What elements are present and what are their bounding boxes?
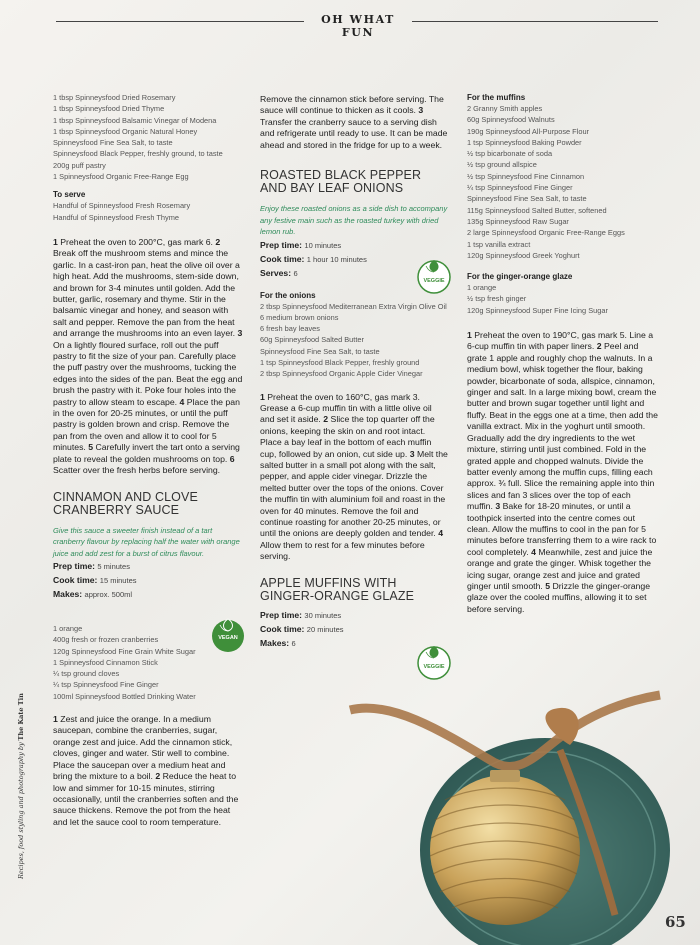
- mushroom-ingredients: [53, 92, 243, 182]
- ingredient-line: 1 tsp Spinneysfood Baking Powder: [467, 137, 582, 147]
- ingredient-line: ½ tsp bicarbonate of soda: [467, 149, 553, 159]
- step-number: 1: [53, 236, 58, 247]
- muffins-subheading: For the muffins: [467, 93, 526, 102]
- cranberry-method: [53, 714, 243, 828]
- ingredient-line: 60g Spinneysfood Walnuts: [467, 115, 555, 125]
- ingredient-line: 1 orange: [53, 624, 83, 633]
- ingredient-line: ½ tsp fresh ginger: [467, 294, 527, 304]
- ingredient-line: 120g Spinneysfood Greek Yoghurt: [467, 250, 580, 260]
- bauble-photo: [330, 690, 690, 945]
- ingredient-line: ½ tsp Spinneysfood Fine Cinnamon: [467, 171, 585, 181]
- ingredient-line: 120g Spinneysfood Fine Grain White Sugar: [53, 646, 196, 656]
- leaf-icon: [416, 642, 452, 680]
- veggie-label: VEGGIE: [423, 278, 445, 284]
- step-number: 3: [409, 448, 415, 459]
- ingredient-line: 190g Spinneysfood All-Purpose Flour: [467, 126, 590, 136]
- mushroom-method: [53, 237, 243, 477]
- onions-ingredients: [260, 301, 448, 380]
- step-number: 3: [237, 328, 243, 339]
- ingredient-line: 6 fresh bay leaves: [260, 324, 320, 334]
- ingredient-line: Spinneysfood Fine Sea Salt, to taste: [260, 346, 380, 356]
- ingredient-line: Spinneysfood Fine Sea Salt, to taste: [53, 138, 173, 148]
- muffins-prep: Prep time: 30 minutes: [260, 609, 342, 620]
- gold-bauble: [430, 775, 580, 925]
- ingredient-line: 200g puff pastry: [53, 160, 106, 170]
- step-number: 4: [438, 528, 444, 539]
- veggie-label: VEGGIE: [423, 664, 445, 670]
- step-text: Transfer the cranberry sauce to a serving dish and refrigerate until ready to use. It can be made ahead and stored in the fridge for up to a week.: [260, 116, 448, 150]
- step-text: Drizzle the ginger-orange glaze over the cooled muffins, allowing it to set before serving.: [467, 580, 651, 614]
- step-number: 2: [155, 771, 161, 782]
- step-text: Reduce the heat to low and simmer for 10-15 minutes, stirring occasionally, until the cranberries soften and the sauce thickens. Remove the pot from the heat and let the sauce cool to room temperature.: [53, 771, 239, 827]
- veggie-badge-onions: [416, 256, 452, 294]
- step-text: Preheat the oven to 200°C, gas mark 6.: [57, 236, 216, 247]
- ingredient-line: Handful of Spinneysfood Fresh Thyme: [53, 212, 179, 222]
- onions-subheading: For the onions: [260, 290, 316, 300]
- cranberry-makes: Makes: approx. 500ml: [53, 589, 133, 599]
- step-number: 5: [88, 442, 94, 453]
- step-text: Place the pan in the oven for 20-25 minutes, or until the puff pastry is golden brown and crisp. Remove the pan from the oven and allow it to cool for 5 minutes.: [53, 396, 240, 453]
- muffins-method: [467, 330, 659, 615]
- cranberry-title: CINNAMON AND CLOVE CRANBERRY SAUCE: [53, 489, 198, 517]
- muffins-makes: Makes: 6: [260, 637, 296, 648]
- onions-title: ROASTED BLACK PEPPER AND BAY LEAF ONIONS: [260, 168, 422, 196]
- step-text: Remove the cinnamon stick before serving. The sauce will continue to thicken as it cools.: [260, 94, 444, 116]
- photo-credit: Recipes, food styling and photography by The Kate Tin: [17, 693, 25, 879]
- ingredient-line: Spinneysfood Black Pepper, freshly ground, to taste: [53, 149, 223, 159]
- serve-subheading: To serve: [53, 190, 86, 200]
- header-rule-right: [412, 21, 658, 22]
- muffins-title: APPLE MUFFINS WITH GINGER-ORANGE GLAZE: [260, 575, 415, 603]
- ingredient-line: 60g Spinneysfood Salted Butter: [260, 335, 364, 345]
- column-3: [467, 92, 659, 615]
- step-number: 5: [545, 580, 551, 591]
- serve-ingredients: [53, 200, 243, 223]
- ingredient-line: 1 tsp vanilla extract: [467, 239, 531, 249]
- step-number: 1: [53, 714, 58, 725]
- column-2: [260, 94, 448, 650]
- onions-prep: Prep time: 10 minutes: [260, 239, 342, 250]
- step-text: Preheat the oven to 160°C, gas mark 3. Grease a 6-cup muffin tin with a little olive oil and set it aside.: [260, 391, 432, 425]
- step-text: Bake for 18-20 minutes, or until a toothpick inserted into the centre comes out clean. Allow the muffins to cool in the pan for 5 minutes before transferring them to a wire rack to cool completely.: [467, 501, 657, 557]
- step-number: 1: [260, 391, 265, 402]
- step-number: 2: [596, 341, 602, 352]
- step-number: 2: [215, 236, 221, 247]
- step-text: Carefully invert the tart onto a serving plate to reveal the golden mushrooms on top.: [53, 442, 240, 464]
- step-text: Break off the mushroom stems and mince the garlic. In a cast-iron pan, heat the olive oil over a high heat. Add the mushrooms, stem-side down, and brown for 3-4 minutes until golden. Add the butter, garlic, rosemary and thyme. Stir in the balsamic vinegar and honey, and season with salt and pepper. Remove the pan from the heat and arrange the mushrooms into an even layer.: [53, 248, 240, 339]
- step-number: 2: [323, 414, 329, 425]
- ingredient-line: 2 tbsp Spinneysfood Mediterranean Extra Virgin Olive Oil: [260, 301, 447, 311]
- step-text: Slice the top quarter off the onions, keeping the skin on and root intact. Place a bay leaf in the bottom of each muffin cup, followed by an onion, cut side up.: [260, 414, 435, 459]
- ingredient-line: 1 tbsp Spinneysfood Dried Thyme: [53, 104, 165, 114]
- step-text: Scatter over the fresh herbs before serving.: [53, 465, 221, 476]
- page-number: 65: [665, 913, 686, 931]
- step-number: 3: [418, 105, 424, 116]
- muffins-ingredients: [467, 103, 659, 261]
- magazine-section-title: OH WHAT FUN: [321, 13, 395, 39]
- step-number: 1: [467, 330, 472, 341]
- ingredient-line: 1 tbsp Spinneysfood Balsamic Vinegar of Modena: [53, 115, 217, 125]
- ingredient-line: 115g Spinneysfood Salted Butter, softened: [467, 205, 607, 215]
- page-header: [0, 13, 700, 39]
- step-number: 4: [179, 396, 185, 407]
- column-1: [53, 92, 243, 828]
- step-text: Allow them to rest for a few minutes before serving.: [260, 539, 425, 562]
- glaze-ingredients: [467, 282, 659, 316]
- ingredient-line: 2 tbsp Spinneysfood Organic Apple Cider Vinegar: [260, 369, 423, 379]
- header-rule-left: [56, 21, 304, 22]
- onions-serves: Serves: 6: [260, 267, 298, 278]
- ingredient-line: 1 tbsp Spinneysfood Organic Natural Honey: [53, 126, 198, 136]
- muffins-cook: Cook time: 20 minutes: [260, 623, 344, 634]
- onions-method: [260, 392, 448, 563]
- ingredient-line: 2 large Spinneysfood Organic Free-Range Eggs: [467, 228, 625, 238]
- ingredient-line: ¼ tsp ground cloves: [53, 669, 120, 679]
- ingredient-line: 400g fresh or frozen cranberries: [53, 635, 159, 645]
- ingredient-line: 135g Spinneysfood Raw Sugar: [467, 216, 569, 226]
- step-text: Melt the salted butter in a small pot along with the salt, pepper, and apple cider vinegar. Drizzle the melted butter over the tops of the onions. Cover the muffin tin with aluminium foil and roast in the oven for 40 minutes. Remove the foil and continue roasting for another 20-25 minutes, or until the onions are deeply golden and tender.: [260, 448, 448, 539]
- ingredient-line: ¼ tsp Spinneysfood Fine Ginger: [53, 680, 159, 690]
- onions-intro: Enjoy these roasted onions as a side dish to accompany any festive main such as the roasted turkey with dried lemon rub.: [260, 204, 448, 237]
- ingredient-line: 1 Spinneysfood Organic Free-Range Egg: [53, 172, 189, 182]
- vegan-label: VEGAN: [218, 635, 238, 641]
- ingredient-line: 100ml Spinneysfood Bottled Drinking Water: [53, 691, 196, 701]
- ingredient-line: 6 medium brown onions: [260, 312, 339, 322]
- onions-cook: Cook time: 1 hour 10 minutes: [260, 253, 367, 264]
- ingredient-line: 120g Spinneysfood Super Fine Icing Sugar: [467, 305, 608, 315]
- ingredient-line: Handful of Spinneysfood Fresh Rosemary: [53, 201, 191, 211]
- ingredient-line: 1 orange: [467, 283, 497, 293]
- ingredient-line: 1 tbsp Spinneysfood Dried Rosemary: [53, 93, 176, 102]
- step-number: 6: [229, 453, 235, 464]
- leaf-icon: [416, 256, 452, 294]
- cranberry-prep: Prep time: 5 minutes: [53, 561, 130, 571]
- glaze-subheading: For the ginger-orange glaze: [467, 272, 573, 282]
- step-text: Preheat the oven to 190°C, gas mark 5. Line a 6-cup muffin tin with paper liners.: [467, 330, 654, 352]
- ingredient-line: Spinneysfood Fine Sea Salt, to taste: [467, 194, 587, 204]
- step-number: 4: [531, 546, 536, 557]
- step-number: 3: [495, 501, 501, 512]
- leaf-icon: [210, 615, 246, 653]
- veggie-badge-muffins: [416, 642, 452, 680]
- step-text: Zest and juice the orange. In a medium saucepan, combine the cranberries, sugar, orange zest and juice. Add the cinnamon stick, cloves, ginger and water. Stir well to combine. Place the saucepan over a medium heat and bring the mixture to a boil.: [53, 714, 233, 782]
- ingredient-line: 2 Granny Smith apples: [467, 104, 543, 113]
- ingredient-line: 1 Spinneysfood Cinnamon Stick: [53, 657, 158, 667]
- cranberry-intro: Give this sauce a sweeter finish instead of a tart cranberry flavour by replacing half the water with orange juice and add zest for a burst of citrus flavour.: [53, 525, 240, 558]
- bauble-cap: [490, 770, 520, 782]
- step-text: Peel and grate 1 apple and roughly chop the walnuts. In a medium bowl, whisk together the flour, baking powder, bicarbonate of soda, allspice, cinnamon, ginger and salt. In a large mixing bowl, cream the butter and brown sugar together until light and fluffy. Beat in the eggs one at a time, then add the vanilla extract. Mix in the yoghurt until smooth. Gradually add the dry ingredients to the wet mixture, stirring until just combined. Fold in the grated apple and chopped walnuts. Divide the batter evenly among the muffin cups, filling each approx. ¾ full. Slice the remaining apple into thin slices and fan 3 slices over the top of each muffin.: [467, 341, 658, 512]
- vegan-badge: [210, 615, 246, 653]
- cranberry-cook: Cook time: 15 minutes: [53, 575, 137, 585]
- cranberry-method-continued: [260, 94, 448, 151]
- ingredient-line: 1 tsp Spinneysfood Black Pepper, freshly ground: [260, 358, 420, 368]
- step-text: Meanwhile, zest and juice the orange and grate the ginger. Whisk together the icing sugar, orange zest and juice and grated ginger until smooth.: [467, 546, 653, 591]
- ingredient-line: ¼ tsp Spinneysfood Fine Ginger: [467, 183, 573, 193]
- step-text: On a lightly floured surface, roll out the puff pastry to fit the size of your pan. Carefully place the puff pastry over the mushrooms, tucking the edges into the sides of the pan. Beat the egg and brush the pastry with it. Poke four holes into the pastry to allow steam to escape.: [53, 339, 243, 407]
- ingredient-line: ½ tsp ground allspice: [467, 160, 537, 170]
